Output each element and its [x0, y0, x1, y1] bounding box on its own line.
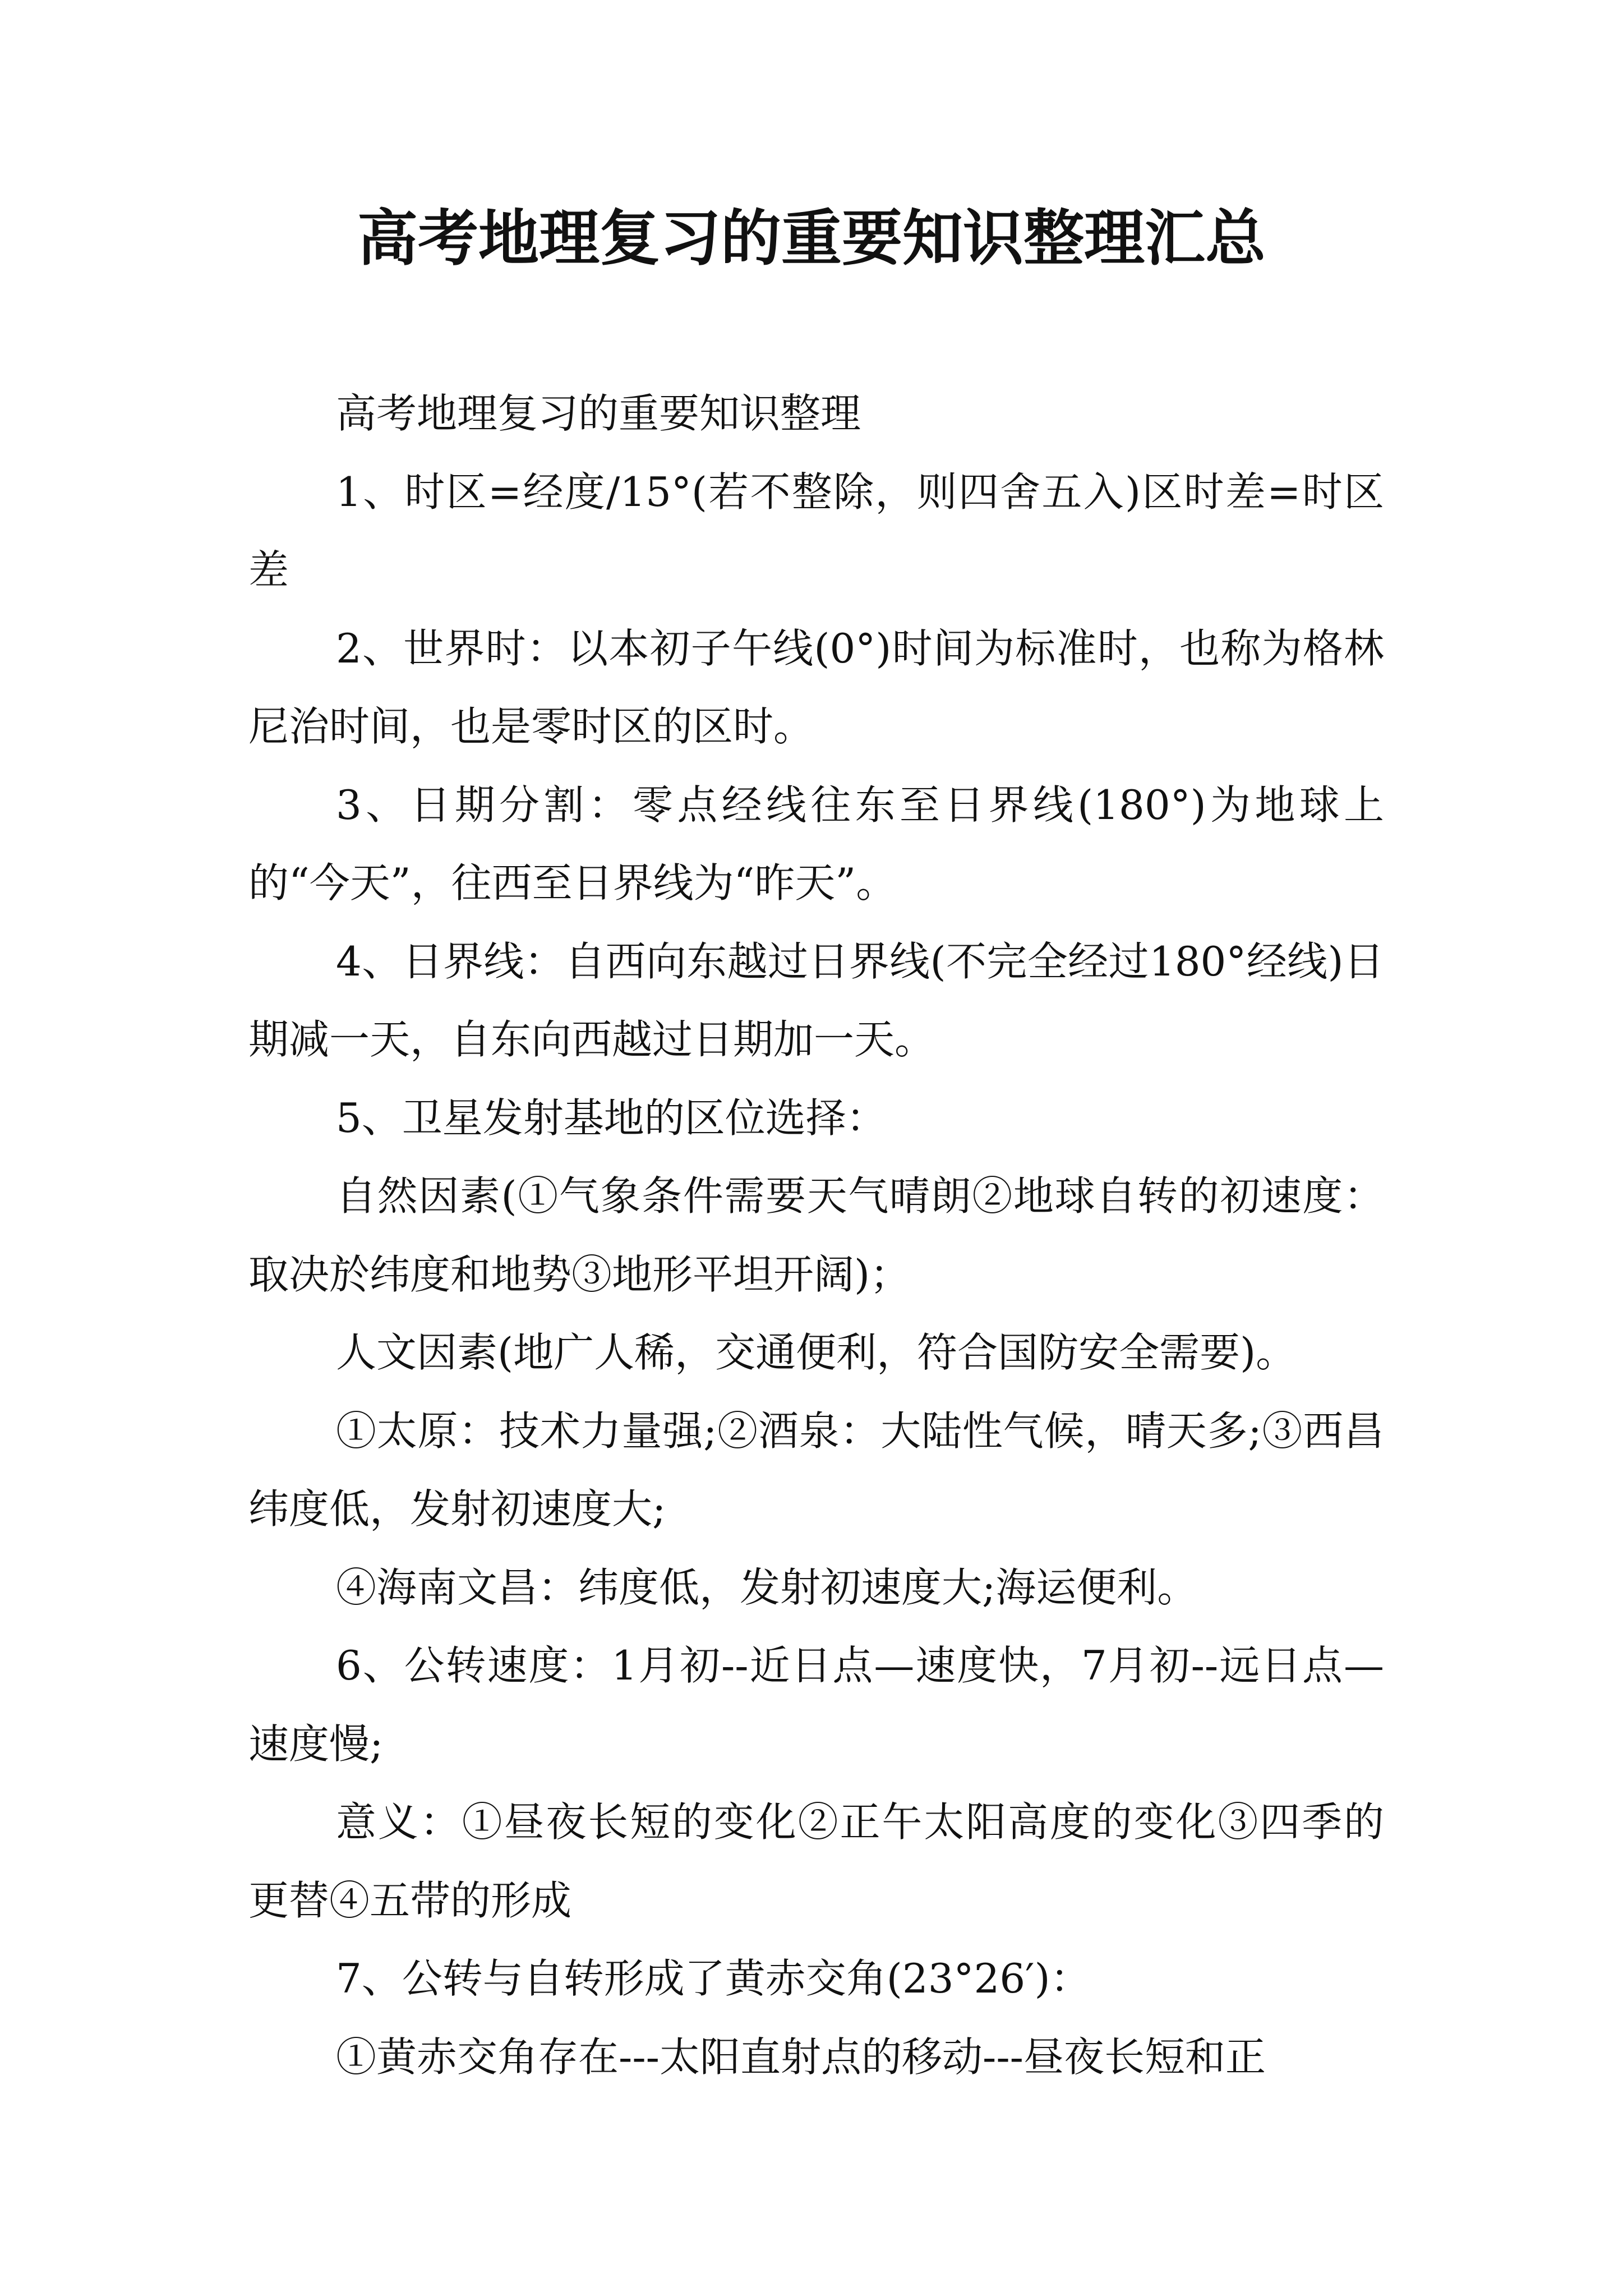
paragraph-3-date-division: 3、日期分割：零点经线往东至日界线(180°)为地球上的“今天”，往西至日界线为“昨天”。: [248, 781, 1384, 907]
paragraph-hainan-wenchang: ④海南文昌：纬度低，发射初速度大;海运便利。: [336, 1563, 1198, 1611]
paragraph-1-time-zone: 1、时区=经度/15°(若不整除，则四舍五入)区时差=时区差: [248, 468, 1384, 593]
paragraph-launch-sites-list: ①太原：技术力量强;②酒泉：大陆性气候，晴天多;③西昌纬度低，发射初速度大;: [248, 1407, 1384, 1533]
paragraph-6-revolution-speed: 6、公转速度：1月初--近日点—速度快，7月初--远日点—速度慢;: [248, 1642, 1384, 1768]
paragraph-2-world-time: 2、世界时：以本初子午线(0°)时间为标准时，也称为格林尼治时间，也是零时区的区时。: [248, 624, 1384, 750]
paragraph-5-launch-site: 5、卫星发射基地的区位选择：: [336, 1094, 887, 1142]
paragraph-4-date-line: 4、日界线：自西向东越过日界线(不完全经过180°经线)日期减一天，自东向西越过日期加一天。: [248, 937, 1384, 1063]
paragraph-7-obliquity: 7、公转与自转形成了黄赤交角(23°26′)：: [336, 1955, 1091, 2002]
document-body: [248, 375, 1384, 2096]
document-title: 高考地理复习的重要知识整理汇总: [357, 203, 1266, 274]
paragraph-significance: 意义：①昼夜长短的变化②正午太阳高度的变化③四季的更替④五带的形成: [248, 1798, 1384, 1924]
paragraph-natural-factors: 自然因素(①气象条件需要天气晴朗②地球自转的初速度：取决於纬度和地势③地形平坦开阔)；: [248, 1172, 1384, 1298]
paragraph-subtitle: 高考地理复习的重要知识整理: [336, 390, 861, 437]
paragraph-obliquity-effects: ①黄赤交角存在---太阳直射点的移动---昼夜长短和正: [336, 2033, 1266, 2081]
paragraph-human-factors: 人文因素(地广人稀，交通便利，符合国防安全需要)。: [336, 1329, 1297, 1376]
